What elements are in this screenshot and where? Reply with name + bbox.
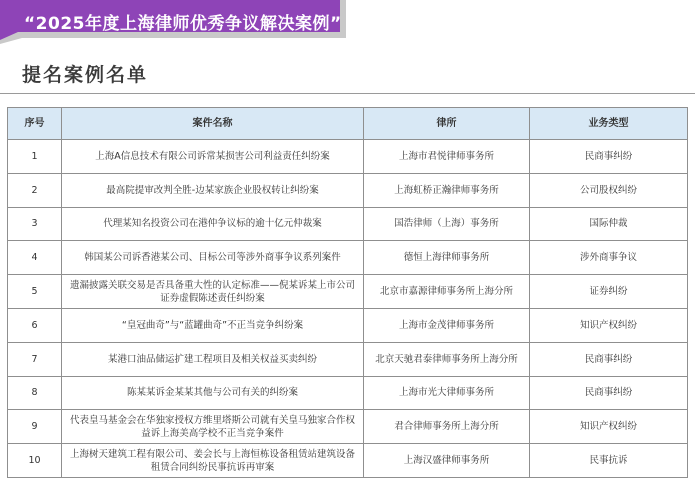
- table-row: [8, 173, 688, 207]
- nominee-table: [7, 107, 688, 478]
- banner-title: “2025年度上海律师优秀争议解决案例”: [24, 14, 342, 34]
- table-row: [8, 207, 688, 241]
- cell-law-firm: 君合律师事务所上海分所: [364, 410, 530, 444]
- cell-case-name: 上海A信息技术有限公司诉常某损害公司利益责任纠纷案: [62, 140, 364, 174]
- table-row: [8, 241, 688, 275]
- table-row: [8, 376, 688, 410]
- cell-business-type: 国际仲裁: [530, 207, 688, 241]
- cell-law-firm: 北京市嘉源律师事务所上海分所: [364, 275, 530, 309]
- cell-business-type: 民商事纠纷: [530, 140, 688, 174]
- cell-law-firm: 上海市光大律师事务所: [364, 376, 530, 410]
- table-row: [8, 308, 688, 342]
- cell-case-name: 韩国某公司诉香港某公司、目标公司等涉外商事争议系列案件: [62, 241, 364, 275]
- cell-no: 3: [8, 207, 62, 241]
- cell-business-type: 涉外商事争议: [530, 241, 688, 275]
- section-title: 提名案例名单: [22, 64, 149, 86]
- header-law-firm: 律所: [364, 108, 530, 140]
- cell-no: 10: [8, 444, 62, 478]
- cell-business-type: 民事抗诉: [530, 444, 688, 478]
- cell-business-type: 民商事纠纷: [530, 342, 688, 376]
- cell-case-name: 遗漏披露关联交易是否具备重大性的认定标准——倪某诉某上市公司证券虚假陈述责任纠纷案: [62, 275, 364, 309]
- cell-case-name: 代理某知名投资公司在港仲争议标的逾十亿元仲裁案: [62, 207, 364, 241]
- header-no: 序号: [8, 108, 62, 140]
- section-divider: [0, 93, 695, 94]
- table-row: [8, 140, 688, 174]
- cell-business-type: 民商事纠纷: [530, 376, 688, 410]
- table-row: [8, 410, 688, 444]
- cell-law-firm: 上海市君悦律师事务所: [364, 140, 530, 174]
- title-banner: [0, 0, 346, 44]
- cell-no: 1: [8, 140, 62, 174]
- cell-business-type: 知识产权纠纷: [530, 410, 688, 444]
- cell-law-firm: 德恒上海律师事务所: [364, 241, 530, 275]
- cell-no: 5: [8, 275, 62, 309]
- cell-no: 8: [8, 376, 62, 410]
- cell-case-name: 上海树天建筑工程有限公司、姜会长与上海恒栋设备租赁站建筑设备租赁合同纠纷民事抗诉再审案: [62, 444, 364, 478]
- cell-no: 2: [8, 173, 62, 207]
- cell-no: 9: [8, 410, 62, 444]
- cell-business-type: 知识产权纠纷: [530, 308, 688, 342]
- cell-case-name: “皇冠曲奇”与“蓝罐曲奇”不正当竞争纠纷案: [62, 308, 364, 342]
- cell-case-name: 陈某某诉金某某其他与公司有关的纠纷案: [62, 376, 364, 410]
- cell-case-name: 某港口油品储运扩建工程项目及相关权益买卖纠纷: [62, 342, 364, 376]
- table-header-row: [8, 108, 688, 140]
- cell-law-firm: 上海市金茂律师事务所: [364, 308, 530, 342]
- cell-case-name: 最高院提审改判全胜-边某家族企业股权转让纠纷案: [62, 173, 364, 207]
- cell-no: 7: [8, 342, 62, 376]
- cell-law-firm: 北京天驰君泰律师事务所上海分所: [364, 342, 530, 376]
- cell-law-firm: 上海虹桥正瀚律师事务所: [364, 173, 530, 207]
- table-row: [8, 342, 688, 376]
- cell-no: 6: [8, 308, 62, 342]
- cell-business-type: 证券纠纷: [530, 275, 688, 309]
- cell-business-type: 公司股权纠纷: [530, 173, 688, 207]
- cell-law-firm: 国浩律师（上海）事务所: [364, 207, 530, 241]
- nominee-table-wrapper: [7, 107, 687, 478]
- table-row: [8, 275, 688, 309]
- cell-no: 4: [8, 241, 62, 275]
- table-row: [8, 444, 688, 478]
- header-case-name: 案件名称: [62, 108, 364, 140]
- header-business-type: 业务类型: [530, 108, 688, 140]
- cell-case-name: 代表皇马基金会在华独家授权方维里塔斯公司就有关皇马独家合作权益诉上海美高学校不正当竞争案件: [62, 410, 364, 444]
- cell-law-firm: 上海汉盛律师事务所: [364, 444, 530, 478]
